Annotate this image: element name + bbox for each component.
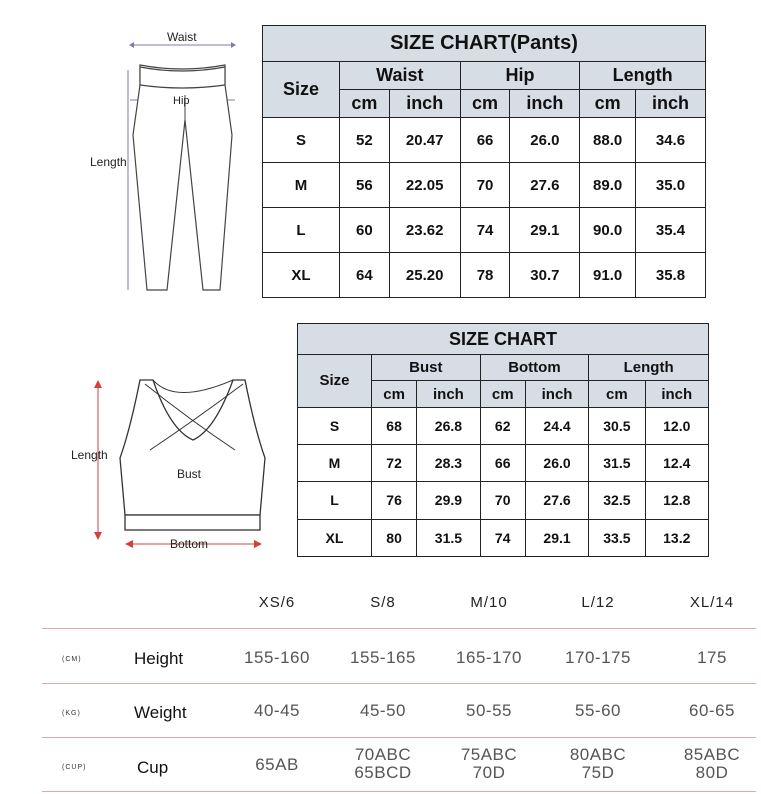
table-row (298, 519, 709, 556)
value-cell: 88.0 (580, 118, 636, 163)
height-cell: 155-160 (244, 648, 310, 667)
unit-inch: inch (417, 381, 480, 407)
weight-cell: 60-65 (689, 701, 735, 720)
value-cell: 90.0 (580, 208, 636, 253)
size-cell: XL (263, 253, 340, 298)
value-cell: 76 (372, 482, 417, 519)
bra-group-length: Length (589, 355, 709, 381)
value-cell: 26.0 (510, 118, 580, 163)
value-cell: 56 (340, 163, 390, 208)
row-label-height: Height (134, 649, 184, 668)
value-cell: 28.3 (417, 445, 480, 482)
waist-label: Waist (167, 30, 197, 44)
value-cell: 23.62 (389, 208, 460, 253)
unit-inch: inch (510, 90, 580, 118)
unit-inch: inch (525, 381, 588, 407)
table-row (298, 407, 709, 444)
weight-cell: 50-55 (466, 701, 512, 720)
hip-label: Hip (173, 95, 190, 107)
table-row (298, 482, 709, 519)
value-cell: 24.4 (525, 407, 588, 444)
pants-group-waist: Waist (340, 62, 461, 90)
divider (42, 683, 756, 684)
size-cell: L (263, 208, 340, 253)
row-unit-tag: (KG) (62, 710, 81, 717)
value-cell: 78 (460, 253, 510, 298)
value-cell: 27.6 (525, 482, 588, 519)
value-cell: 66 (480, 445, 525, 482)
value-cell: 13.2 (645, 519, 708, 556)
bra-group-bust: Bust (372, 355, 481, 381)
leggings-figure (85, 25, 255, 305)
pants-size-chart (262, 25, 706, 298)
unit-cm: cm (580, 90, 636, 118)
table-row (263, 163, 706, 208)
value-cell: 64 (340, 253, 390, 298)
unit-inch: inch (389, 90, 460, 118)
value-cell: 31.5 (417, 519, 480, 556)
cup-cell: 80ABC (569, 745, 627, 764)
row-label-cup: Cup (137, 758, 169, 777)
value-cell: 26.8 (417, 407, 480, 444)
size-cell: S (298, 407, 372, 444)
size-cell: L (298, 482, 372, 519)
value-cell: 35.0 (635, 163, 705, 208)
value-cell: 30.7 (510, 253, 580, 298)
weight-cell: 40-45 (254, 701, 300, 720)
bra-length-label: Length (71, 448, 108, 462)
unit-cm: cm (340, 90, 390, 118)
size-header-m: M/10 (470, 594, 508, 611)
value-cell: 29.9 (417, 482, 480, 519)
value-cell: 66 (460, 118, 510, 163)
value-cell: 29.1 (525, 519, 588, 556)
pants-group-length: Length (580, 62, 706, 90)
value-cell: 12.4 (645, 445, 708, 482)
size-cell: M (298, 445, 372, 482)
cup-cell: 75D (581, 763, 615, 782)
bra-group-bottom: Bottom (480, 355, 589, 381)
size-cell: XL (298, 519, 372, 556)
bottom-label: Bottom (170, 537, 209, 551)
weight-cell: 45-50 (360, 701, 406, 720)
value-cell: 60 (340, 208, 390, 253)
value-cell: 68 (372, 407, 417, 444)
cup-cell: 70D (472, 763, 506, 782)
height-cell: 170-175 (565, 648, 631, 667)
size-cell: M (263, 163, 340, 208)
unit-cm: cm (460, 90, 510, 118)
value-cell: 70 (480, 482, 525, 519)
value-cell: 80 (372, 519, 417, 556)
bust-label: Bust (177, 467, 202, 481)
cup-cell: 75ABC (460, 745, 518, 764)
bra-size-header: Size (298, 355, 372, 407)
weight-cell: 55-60 (575, 701, 621, 720)
size-header-xl: XL/14 (689, 594, 735, 611)
divider (42, 791, 756, 792)
value-cell: 72 (372, 445, 417, 482)
row-unit-tag: (CM) (62, 656, 82, 663)
bra-size-chart (297, 323, 709, 557)
unit-cm: cm (480, 381, 525, 407)
value-cell: 35.8 (635, 253, 705, 298)
row-label-weight: Weight (134, 703, 187, 722)
value-cell: 52 (340, 118, 390, 163)
value-cell: 26.0 (525, 445, 588, 482)
table-row (263, 118, 706, 163)
length-label: Length (90, 155, 127, 169)
height-cell: 175 (697, 648, 727, 667)
value-cell: 74 (460, 208, 510, 253)
height-cell: 165-170 (456, 648, 522, 667)
size-header-s: S/8 (370, 594, 396, 611)
value-cell: 12.8 (645, 482, 708, 519)
value-cell: 30.5 (589, 407, 645, 444)
cup-cell: 70ABC (354, 745, 412, 764)
sports-bra-icon (65, 370, 280, 560)
row-unit-tag: (CUP) (62, 764, 87, 771)
value-cell: 91.0 (580, 253, 636, 298)
pants-chart-title: SIZE CHART(Pants) (263, 26, 706, 62)
size-header-xs: XS/6 (258, 594, 296, 611)
table-row (298, 445, 709, 482)
value-cell: 31.5 (589, 445, 645, 482)
cup-cell: 80D (695, 763, 729, 782)
unit-cm: cm (589, 381, 645, 407)
unit-inch: inch (635, 90, 705, 118)
value-cell: 74 (480, 519, 525, 556)
divider (42, 628, 756, 629)
size-cell: S (263, 118, 340, 163)
cup-cell: 85ABC (683, 745, 741, 764)
value-cell: 25.20 (389, 253, 460, 298)
value-cell: 89.0 (580, 163, 636, 208)
pants-size-header: Size (263, 62, 340, 118)
bra-chart-title: SIZE CHART (298, 324, 709, 355)
value-cell: 35.4 (635, 208, 705, 253)
table-row (263, 253, 706, 298)
divider (42, 737, 756, 738)
value-cell: 70 (460, 163, 510, 208)
sports-bra-figure (65, 370, 280, 560)
height-cell: 155-165 (350, 648, 416, 667)
value-cell: 20.47 (389, 118, 460, 163)
value-cell: 29.1 (510, 208, 580, 253)
value-cell: 33.5 (589, 519, 645, 556)
unit-cm: cm (372, 381, 417, 407)
value-cell: 32.5 (589, 482, 645, 519)
unit-inch: inch (645, 381, 708, 407)
value-cell: 22.05 (389, 163, 460, 208)
value-cell: 12.0 (645, 407, 708, 444)
cup-cell: 65AB (255, 755, 299, 774)
cup-cell: 65BCD (354, 763, 412, 782)
pants-group-hip: Hip (460, 62, 580, 90)
size-header-l: L/12 (581, 594, 615, 611)
value-cell: 27.6 (510, 163, 580, 208)
table-row (263, 208, 706, 253)
value-cell: 34.6 (635, 118, 705, 163)
value-cell: 62 (480, 407, 525, 444)
